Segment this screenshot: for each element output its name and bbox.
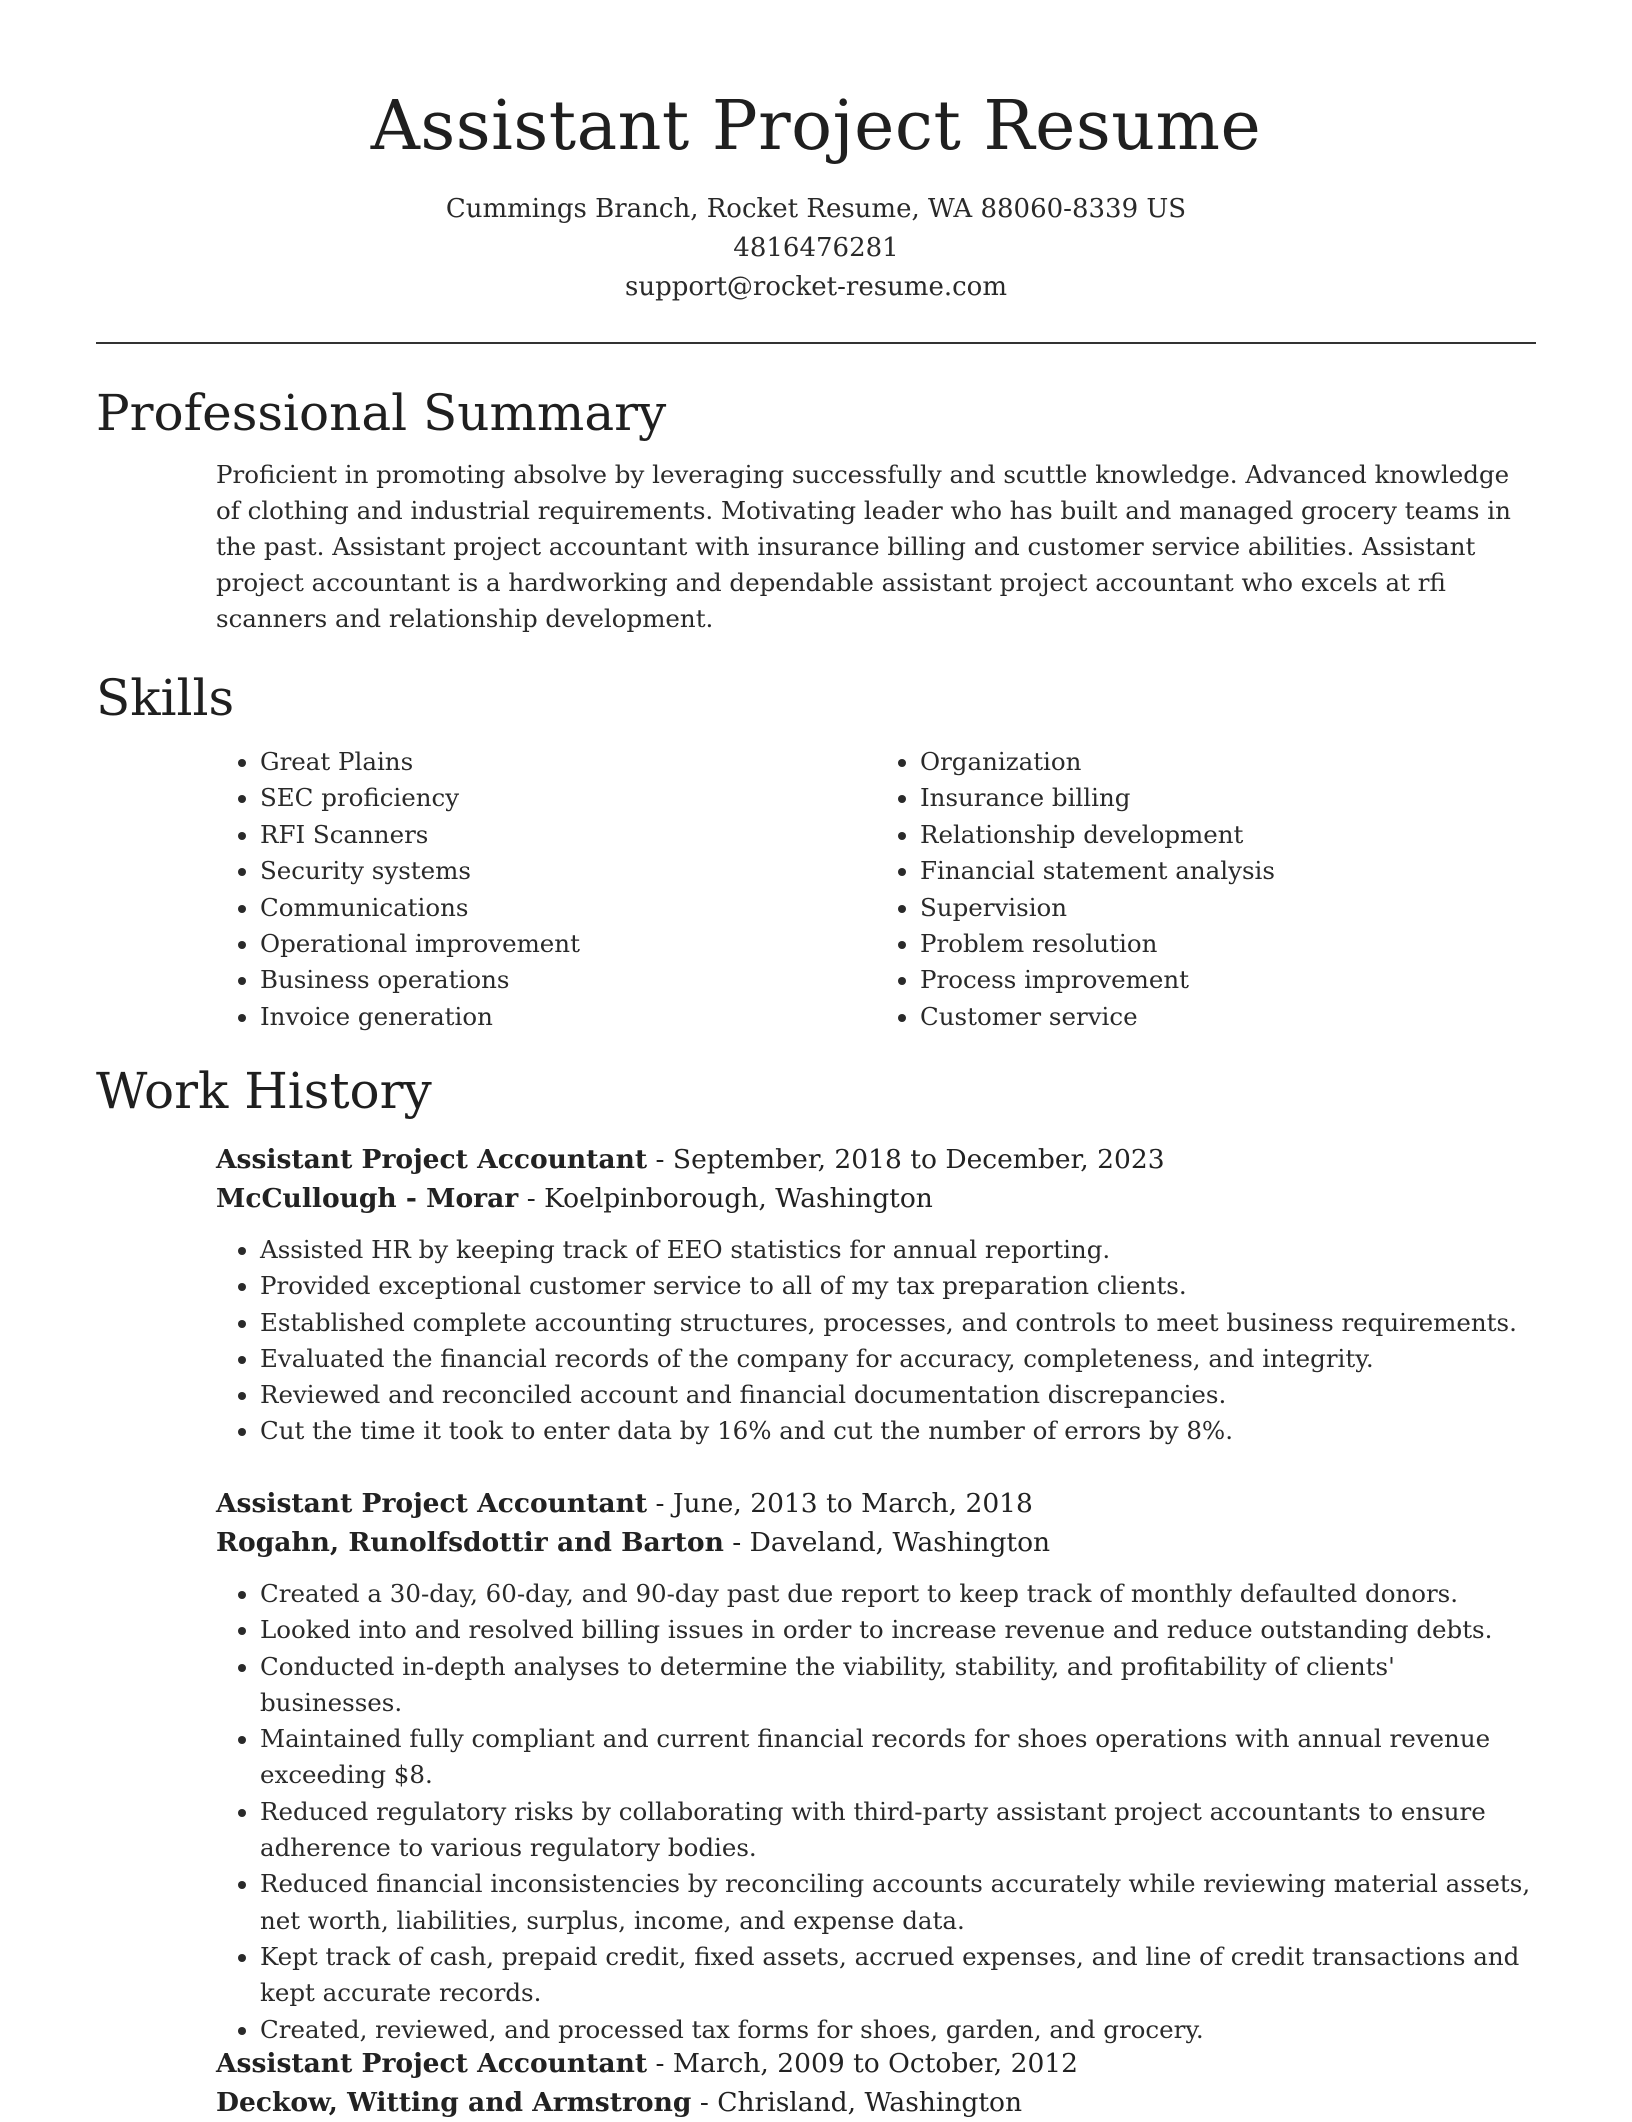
separator: - bbox=[647, 1488, 673, 1519]
job-entry bbox=[96, 1140, 1536, 1450]
job-role: Assistant Project Accountant bbox=[216, 2048, 648, 2079]
job-bullet: • Created, reviewed, and processed tax forms for shoes, garden, and grocery. bbox=[260, 2012, 1536, 2048]
job-bullet: • Reviewed and reconciled account and financial documentation discrepancies. bbox=[260, 1377, 1536, 1413]
job-bullet: • Assisted HR by keeping track of EEO statistics for annual reporting. bbox=[260, 1232, 1536, 1268]
skill-item: • Communications bbox=[260, 890, 876, 926]
job-company: McCullough - Morar bbox=[216, 1183, 519, 1214]
resume-header bbox=[0, 0, 1632, 307]
job-bullet: • Reduced financial inconsistencies by reconciling accounts accurately while reviewing material assets, net worth, liabilities, surplus, income, and expense data. bbox=[260, 1866, 1536, 1939]
skills-section bbox=[96, 668, 1536, 1035]
separator: - bbox=[647, 2048, 673, 2079]
skill-item: • SEC proficiency bbox=[260, 780, 876, 816]
skill-item: • Supervision bbox=[920, 890, 1536, 926]
job-company-line bbox=[216, 2083, 1536, 2122]
job-bullet: • Maintained fully compliant and current financial records for shoes operations with annual revenue exceeding $8. bbox=[260, 1721, 1536, 1794]
skill-item: • RFI Scanners bbox=[260, 817, 876, 853]
job-title-line bbox=[216, 1140, 1536, 1179]
job-title-line bbox=[216, 1484, 1536, 1523]
skill-item: • Process improvement bbox=[920, 962, 1536, 998]
job-company: Rogahn, Runolfsdottir and Barton bbox=[216, 1527, 724, 1558]
job-bullet: • Cut the time it took to enter data by 16% and cut the number of errors by 8%. bbox=[260, 1413, 1536, 1449]
skill-item: • Customer service bbox=[920, 999, 1536, 1035]
contact-info bbox=[0, 190, 1632, 307]
skill-item: • Financial statement analysis bbox=[920, 853, 1536, 889]
job-company: Deckow, Witting and Armstrong bbox=[216, 2087, 692, 2118]
skills-column-right bbox=[876, 744, 1536, 1035]
work-section bbox=[96, 1061, 1536, 1121]
separator: - bbox=[723, 1527, 750, 1558]
job-location: Daveland, Washington bbox=[749, 1527, 1051, 1558]
skill-item: • Operational improvement bbox=[260, 926, 876, 962]
job-bullet: • Evaluated the financial records of the company for accuracy, completeness, and integrity. bbox=[260, 1341, 1536, 1377]
summary-heading: Professional Summary bbox=[96, 384, 667, 442]
job-bullet: • Established complete accounting structures, processes, and controls to meet business requirements. bbox=[260, 1305, 1536, 1341]
summary-paragraph: Proficient in promoting absolve by leveraging successfully and scuttle knowledge. Advanced knowledge of clothing and industrial requirements. Motivating leader who has built and managed grocery teams in the past. Assistant project accountant with insurance billing and customer service abilities. Assistant project accountant is a hardworking and dependable assistant project accountant who excels at rfi scanners and relationship development. bbox=[216, 460, 1511, 633]
job-company-line bbox=[216, 1179, 1536, 1218]
skill-item: • Invoice generation bbox=[260, 999, 876, 1035]
job-entry bbox=[96, 2044, 1536, 2122]
skill-item: • Relationship development bbox=[920, 817, 1536, 853]
phone-text: 4816476281 bbox=[733, 233, 899, 263]
skill-item: • Problem resolution bbox=[920, 926, 1536, 962]
separator: - bbox=[647, 1144, 673, 1175]
resume-title: Assistant Project Resume bbox=[370, 87, 1262, 166]
job-role: Assistant Project Accountant bbox=[216, 1488, 648, 1519]
job-location: Chrisland, Washington bbox=[717, 2087, 1023, 2118]
separator: - bbox=[691, 2087, 718, 2118]
job-bullet: • Provided exceptional customer service to all of my tax preparation clients. bbox=[260, 1268, 1536, 1304]
job-dates: March, 2009 to October, 2012 bbox=[672, 2048, 1079, 2079]
skill-item: • Business operations bbox=[260, 962, 876, 998]
email-text: support@rocket-resume.com bbox=[624, 272, 1007, 302]
job-role: Assistant Project Accountant bbox=[216, 1144, 648, 1175]
job-bullet: • Kept track of cash, prepaid credit, fixed assets, accrued expenses, and line of credit transactions and kept accurate records. bbox=[260, 1939, 1536, 2012]
skills-column-left bbox=[216, 744, 876, 1035]
skill-item: • Insurance billing bbox=[920, 780, 1536, 816]
job-dates: June, 2013 to March, 2018 bbox=[672, 1488, 1033, 1519]
summary-section bbox=[96, 383, 1536, 637]
job-bullet: • Looked into and resolved billing issues in order to increase revenue and reduce outstanding debts. bbox=[260, 1612, 1536, 1648]
job-bullet: • Conducted in-depth analyses to determine the viability, stability, and profitability of clients' businesses. bbox=[260, 1649, 1536, 1722]
header-divider bbox=[96, 342, 1536, 344]
work-heading: Work History bbox=[96, 1062, 432, 1120]
job-bullet-list bbox=[216, 1232, 1536, 1450]
skill-item: • Security systems bbox=[260, 853, 876, 889]
skill-item: • Great Plains bbox=[260, 744, 876, 780]
address-text: Cummings Branch, Rocket Resume, WA 88060-8339 US bbox=[445, 194, 1187, 224]
skills-heading: Skills bbox=[96, 669, 235, 727]
job-location: Koelpinborough, Washington bbox=[544, 1183, 933, 1214]
job-entry bbox=[96, 1484, 1536, 2048]
skill-item: • Organization bbox=[920, 744, 1536, 780]
job-title-line bbox=[216, 2044, 1536, 2083]
job-dates: September, 2018 to December, 2023 bbox=[672, 1144, 1165, 1175]
job-bullet-list bbox=[216, 1576, 1536, 2048]
job-bullet: • Reduced regulatory risks by collaborating with third-party assistant project accountants to ensure adherence to various regulatory bodies. bbox=[260, 1794, 1536, 1867]
job-bullet: • Created a 30-day, 60-day, and 90-day past due report to keep track of monthly defaulted donors. bbox=[260, 1576, 1536, 1612]
job-company-line bbox=[216, 1523, 1536, 1562]
separator: - bbox=[518, 1183, 545, 1214]
skills-grid bbox=[216, 744, 1536, 1035]
